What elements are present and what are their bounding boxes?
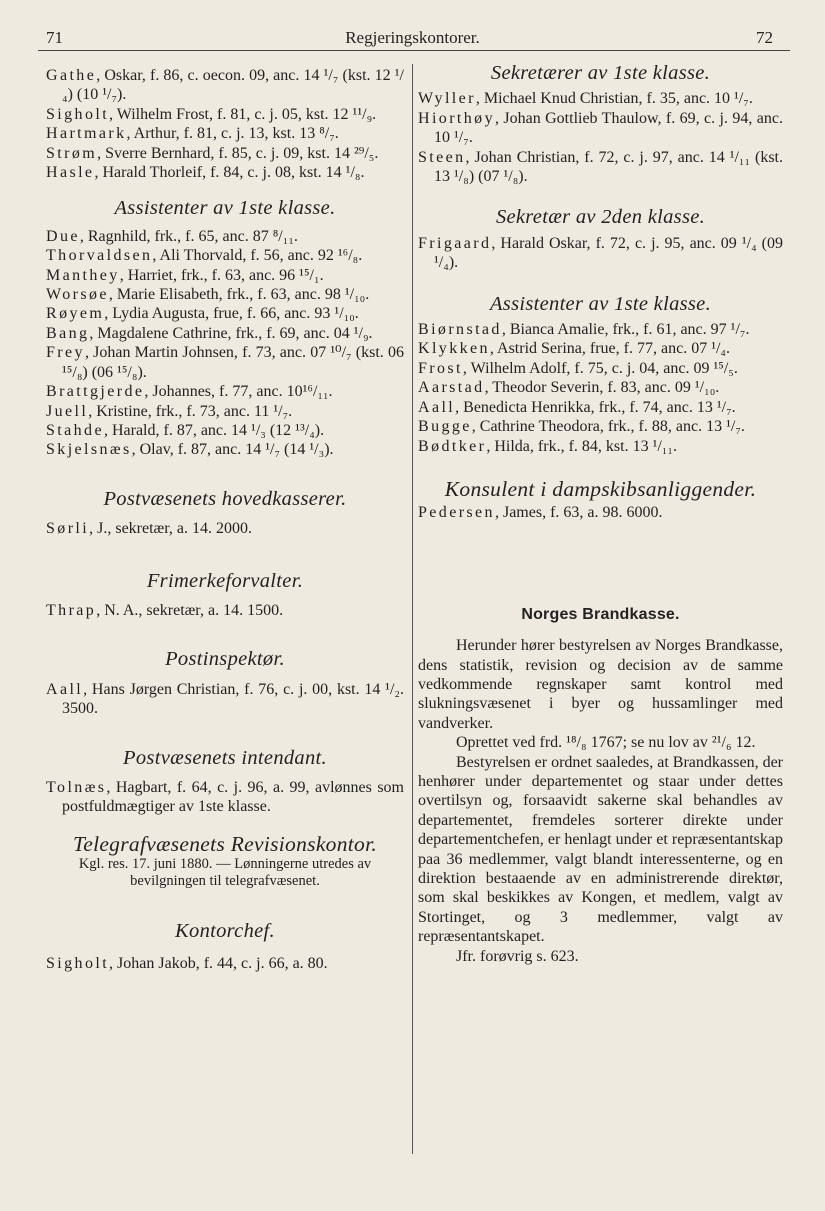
list-item: Sigholt, Wilhelm Frost, f. 81, c. j. 05, kst. 12 ¹¹/₉. xyxy=(46,105,377,123)
list-item: Strøm, Sverre Bernhard, f. 85, c. j. 09, kst. 14 ²⁹/₅. xyxy=(46,144,379,162)
list-item: Klykken, Astrid Serina, frue, f. 77, anc. 07 ¹/₄. xyxy=(418,340,731,358)
list-item: Frost, Wilhelm Adolf, f. 75, c. j. 04, anc. 09 ¹⁵/₅. xyxy=(418,359,738,377)
section-heading-intendant: Postvæsenets intendant. xyxy=(123,746,327,769)
list-item: Thorvaldsen, Ali Thorvald, f. 56, anc. 92 ¹⁶/₈. xyxy=(46,247,363,265)
list-item: Tolnæs, Hagbart, f. 64, c. j. 96, a. 99, avlønnes som postfuldmægtiger av 1ste klasse. xyxy=(46,778,404,816)
section-heading-kontorchef: Kontorchef. xyxy=(175,920,275,943)
list-item: Sigholt, Johan Jakob, f. 44, c. j. 66, a. 80. xyxy=(46,954,328,972)
section-heading-frimerkeforvalter: Frimerkeforvalter. xyxy=(146,569,304,592)
paragraph: Oprettet ved frd. ¹⁸/₈ 1767; se nu lov av ²¹/₆ 12. xyxy=(456,734,756,752)
list-item: Stahde, Harald, f. 87, anc. 14 ¹/₃ (12 ¹³/₄). xyxy=(46,421,325,439)
list-item: Skjelsnæs, Olav, f. 87, anc. 14 ¹/₇ (14 ¹/₃). xyxy=(46,441,334,459)
section-heading-assistenter: Assistenter av 1ste klasse. xyxy=(114,197,336,220)
list-item: Bang, Magdalene Cathrine, frk., f. 69, anc. 04 ¹/₉. xyxy=(46,324,373,342)
list-item: Pedersen, James, f. 63, a. 98. 6000. xyxy=(418,504,663,522)
list-item: Frey, Johan Martin Johnsen, f. 73, anc. 07 ¹⁰/₇ (kst. 06 ¹⁵/₈) (06 ¹⁵/₈). xyxy=(46,344,404,381)
telegraf-note: Kgl. res. 17. juni 1880. — Lønningerne utredes av bevilgningen til telegrafvæsenet. xyxy=(78,856,372,890)
list-item: Sørli, J., sekretær, a. 14. 2000. xyxy=(46,520,253,538)
section-heading-revisionskontor: Telegrafvæsenets Revisionskontor. xyxy=(72,831,378,856)
section-heading-postinspektor: Postinspektør. xyxy=(165,648,285,671)
sekretaerer-list xyxy=(418,89,783,186)
assistenter-list xyxy=(46,227,404,460)
header-rule xyxy=(38,50,790,51)
list-item: Aall, Benedicta Henrikka, frk., f. 74, anc. 13 ¹/₇. xyxy=(418,398,736,416)
paragraph: Herunder hører bestyrelsen av Norges Brandkasse, dens statistik, revision og decision av de samme vedkommende regnskaper samt kontrol med slukningsvæsenet i byer og hussamlinger med vandverker. xyxy=(418,637,783,732)
section-heading-assistenter-right: Assistenter av 1ste klasse. xyxy=(489,292,712,315)
list-item: Gathe, Oskar, f. 86, c. oecon. 09, anc. 14 ¹/₇ (kst. 12 ¹/₄) (10 ¹/₇). xyxy=(46,67,404,104)
left-column xyxy=(46,66,404,973)
page-number-right: 72 xyxy=(756,28,773,47)
section-heading-sekretaer-2: Sekretær av 2den klasse. xyxy=(495,206,706,229)
paragraph: Bestyrelsen er ordnet saaledes, at Brandkassen, der henhører under departementet og staar under dettes overtilsyn og, forsaavidt sakerne skal behandles av departementet, fremdeles sorterer direkte under departementchefen, er henlagt under et repræsentantskap paa 36 medlemmer, valgt blandt interessenterne, og en direktion bestaaende av en administrerende direktør, som skal beskikkes av Kongen, et medlem, valgt av Stortinget, og 3 medlemmer, valgt av repræsentantskapet. xyxy=(418,753,783,946)
list-item: Thrap, N. A., sekretær, a. 14. 1500. xyxy=(46,601,284,619)
column-divider xyxy=(412,64,413,1154)
list-item: Aall, Hans Jørgen Christian, f. 76, c. j. 00, kst. 14 ¹/₂. 3500. xyxy=(46,680,404,718)
section-heading-sekretaerer-1: Sekretærer av 1ste klasse. xyxy=(490,62,711,84)
list-item: Røyem, Lydia Augusta, frue, f. 66, anc. 93 ¹/₁₀. xyxy=(46,305,359,323)
assistenter-list-right xyxy=(418,320,783,456)
entry-list-top xyxy=(46,66,404,182)
list-item: Bugge, Cathrine Theodora, frk., f. 88, anc. 13 ¹/₇. xyxy=(418,418,745,436)
list-item: Juell, Kristine, frk., f. 73, anc. 11 ¹/₇. xyxy=(46,402,293,420)
right-column xyxy=(418,62,783,966)
list-item: Aarstad, Theodor Severin, f. 83, anc. 09 ¹/₁₀. xyxy=(418,379,720,397)
section-heading-brandkasse: Norges Brandkasse. xyxy=(521,605,680,623)
paragraph: Jfr. forøvrig s. 623. xyxy=(456,947,579,965)
list-item: Biørnstad, Bianca Amalie, frk., f. 61, anc. 97 ¹/₇. xyxy=(418,321,750,339)
list-item: Wyller, Michael Knud Christian, f. 35, anc. 10 ¹/₇. xyxy=(418,90,753,108)
list-item: Manthey, Harriet, frk., f. 63, anc. 96 ¹⁵/₁. xyxy=(46,266,324,284)
running-head: Regjeringskontorer. xyxy=(345,28,480,47)
list-item: Frigaard, Harald Oskar, f. 72, c. j. 95, anc. 09 ¹/₄ (09 ¹/₄). xyxy=(418,234,783,272)
list-item: Hartmark, Arthur, f. 81, c. j. 13, kst. 13 ⁸/₇. xyxy=(46,125,339,143)
list-item: Steen, Johan Christian, f. 72, c. j. 97, anc. 14 ¹/₁₁ (kst. 13 ¹/₈) (07 ¹/₈). xyxy=(418,148,783,186)
list-item: Hasle, Harald Thorleif, f. 84, c. j. 08, kst. 14 ¹/₈. xyxy=(46,164,365,182)
section-heading-konsulent: Konsulent i dampskibsanliggender. xyxy=(444,476,757,501)
page-number-left: 71 xyxy=(46,28,63,47)
list-item: Worsøe, Marie Elisabeth, frk., f. 63, anc. 98 ¹/₁₀. xyxy=(46,286,370,304)
list-item: Due, Ragnhild, frk., f. 65, anc. 87 ⁸/₁₁. xyxy=(46,227,298,245)
list-item: Hiorthøy, Johan Gottlieb Thaulow, f. 69, c. j. 94, anc. 10 ¹/₇. xyxy=(418,109,783,147)
list-item: Brattgjerde, Johannes, f. 77, anc. 10¹⁶/₁₁. xyxy=(46,383,333,401)
list-item: Bødtker, Hilda, frk., f. 84, kst. 13 ¹/₁₁. xyxy=(418,437,677,455)
section-heading-hovedkasserer: Postvæsenets hovedkasserer. xyxy=(103,487,347,510)
